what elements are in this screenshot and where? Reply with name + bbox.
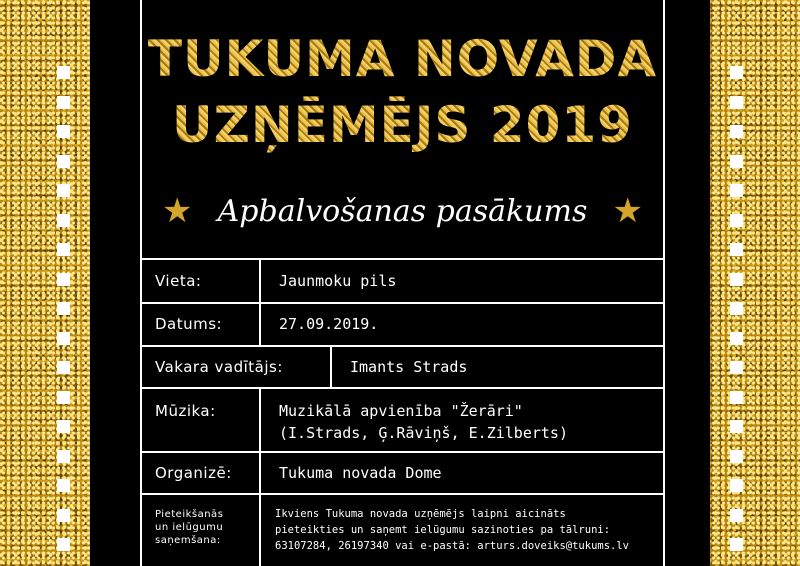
star-icon: ★ [162,191,193,231]
registration-label-line-2: un ielūgumu [155,522,224,533]
registration-value-line-3: 63107284, 26197340 vai e-pastā: arturs.doveiks@tukums.lv [275,540,630,552]
film-hole [57,125,70,138]
divider [259,495,261,566]
film-hole [57,509,70,522]
film-hole [730,391,743,404]
host-label: Vakara vadītājs: [155,358,283,376]
gold-glitter-right [700,0,800,566]
divider [259,453,261,493]
film-hole [730,509,743,522]
film-hole [57,450,70,463]
music-value-line-1: Muzikālā apvienība "Žerāri" [279,402,523,420]
star-icon: ★ [612,191,643,231]
invitation-card [140,0,665,566]
film-hole [730,96,743,109]
organizer-label: Organizē: [155,464,232,482]
date-value: 27.09.2019. [279,315,379,333]
film-hole [57,214,70,227]
film-hole [730,243,743,256]
divider [259,260,261,302]
film-hole [730,538,743,551]
film-hole [57,332,70,345]
venue-value: Jaunmoku pils [279,272,397,290]
row-organizer [142,451,663,493]
film-hole [730,214,743,227]
row-date [142,302,663,345]
film-hole [57,243,70,256]
divider [330,347,332,387]
row-registration [142,493,663,566]
divider [259,389,261,451]
title-line-1: TUKUMA NOVADA [142,30,663,88]
divider [259,304,261,345]
film-hole [57,391,70,404]
row-host [142,345,663,387]
film-hole [57,66,70,79]
host-value: Imants Strads [350,358,468,376]
film-hole [730,273,743,286]
row-music [142,387,663,451]
film-hole [730,184,743,197]
film-hole [730,155,743,168]
film-hole [730,125,743,138]
registration-value-line-1: Ikviens Tukuma novada uzņēmējs laipni aicināts [275,508,566,520]
film-hole [57,155,70,168]
film-hole [730,479,743,492]
film-hole [57,420,70,433]
film-hole [730,332,743,345]
subtitle-row [142,190,663,234]
film-hole [57,538,70,551]
film-hole [57,96,70,109]
music-label: Mūzika: [155,402,216,420]
venue-label: Vieta: [155,272,202,290]
film-hole [57,273,70,286]
title-line-2: UZŅĒMĒJS 2019 [142,96,663,154]
date-label: Datums: [155,315,223,333]
film-hole [57,361,70,374]
film-hole [57,184,70,197]
registration-value-line-2: pieteikties un saņemt ielūgumu sazinoties pa tālruni: [275,524,611,536]
film-hole [57,302,70,315]
film-hole [730,302,743,315]
film-hole [730,420,743,433]
subtitle: Apbalvošanas pasākums [217,194,588,229]
registration-label-line-1: Pieteikšanās [155,509,224,520]
organizer-value: Tukuma novada Dome [279,464,442,482]
film-hole [730,361,743,374]
music-value-line-2: (I.Strads, Ģ.Rāviņš, E.Zilberts) [279,424,568,442]
row-venue [142,258,663,302]
film-hole [730,66,743,79]
film-hole [57,479,70,492]
registration-label-line-3: saņemšana: [155,535,221,546]
film-hole [730,450,743,463]
gold-glitter-left [0,0,100,566]
